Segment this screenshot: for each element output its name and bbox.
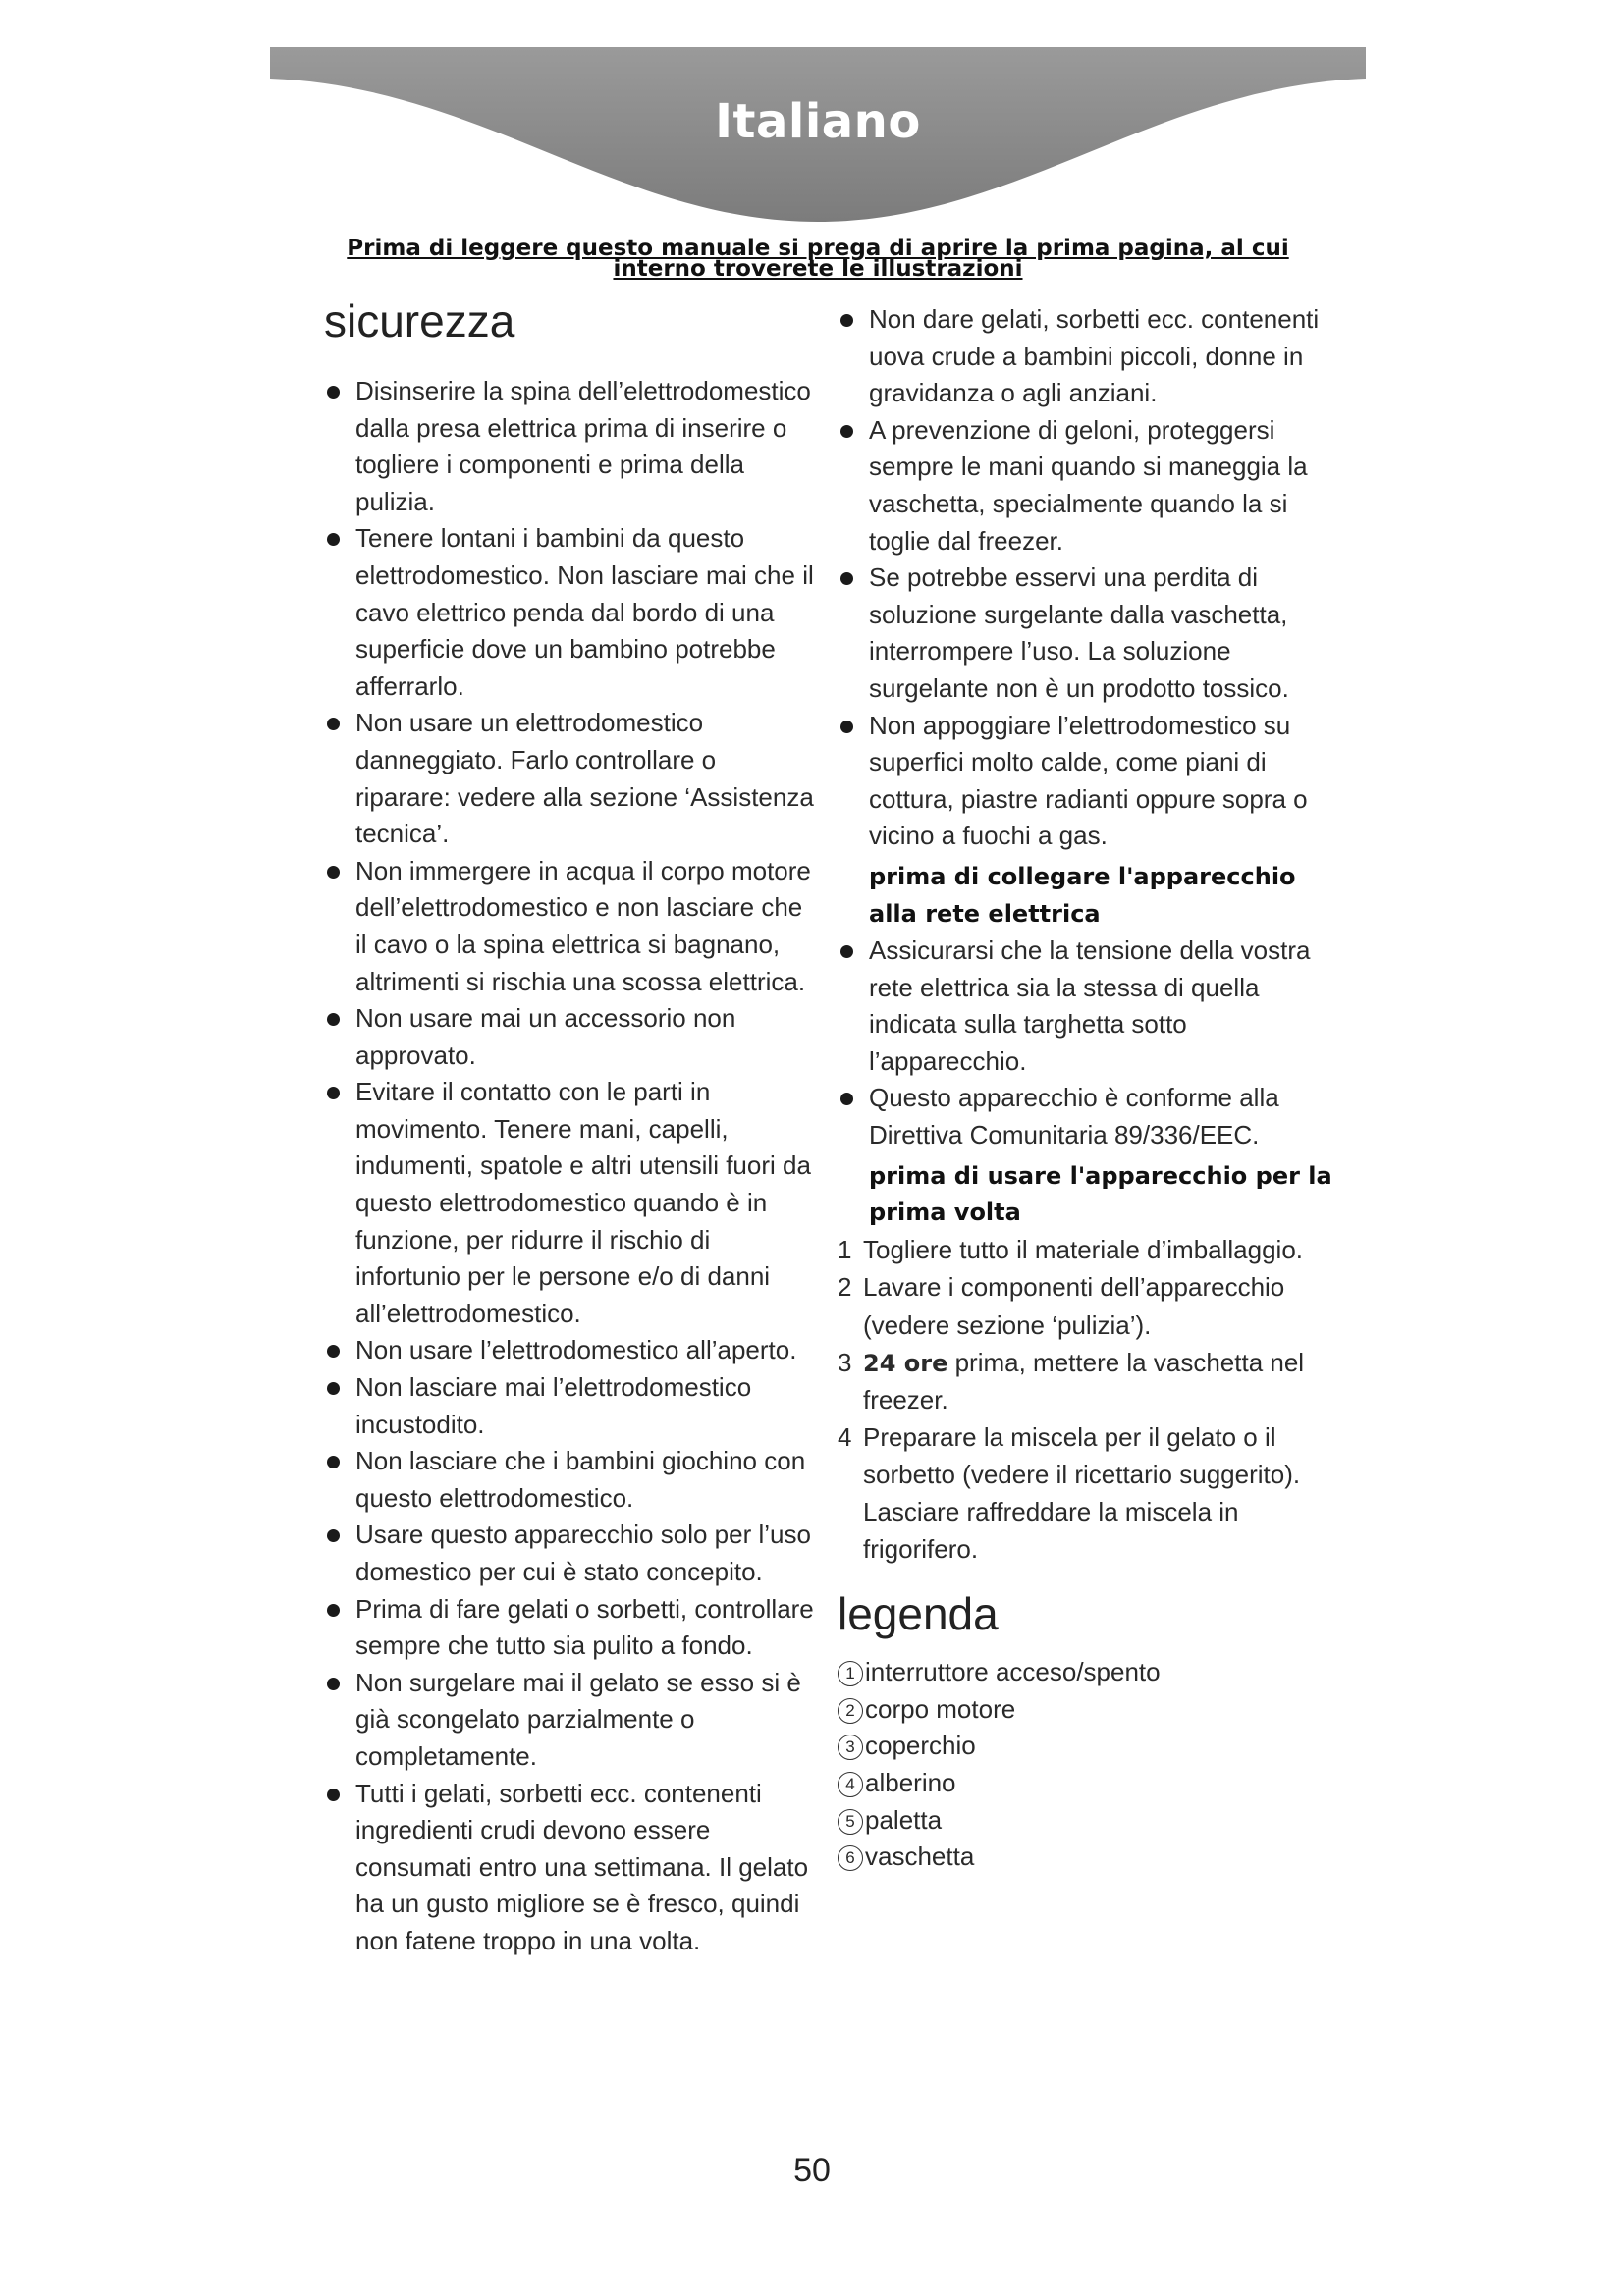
list-item: Non surgelare mai il gelato se esso si è già scongelato parzialmente o completamente.	[324, 1665, 815, 1776]
intro-note: Prima di leggere questo manuale si prega di aprire la prima pagina, al cui interno troverete le illustrazioni	[347, 236, 1289, 282]
first-use-steps	[838, 1232, 1338, 1568]
list-item: Evitare il contatto con le parti in movimento. Tenere mani, capelli, indumenti, spatole e altri utensili fuori da questo elettrodomestico quando è in funzione, per ridurre il rischio di infortunio per le persone e/o di danni all’elettrodomestico.	[324, 1074, 815, 1332]
section-heading-legenda: legenda	[838, 1588, 999, 1640]
list-item: Non lasciare che i bambini giochino con questo elettrodomestico.	[324, 1443, 815, 1517]
number-badge: 4	[838, 1772, 863, 1797]
legend-item: 5 paletta	[838, 1802, 1338, 1840]
subheading-prima-volta: prima di usare l'apparecchio per la prima volta	[869, 1161, 1332, 1227]
safety-list	[324, 373, 815, 1960]
list-item: A prevenzione di geloni, proteggersi sempre le mani quando si maneggia la vaschetta, specialmente quando la si toglie dal freezer.	[838, 412, 1338, 560]
legend-item: 1 interruttore acceso/spento	[838, 1654, 1338, 1691]
number-badge: 5	[838, 1809, 863, 1835]
left-column	[324, 294, 815, 1960]
legend-item: 3 coperchio	[838, 1728, 1338, 1765]
list-item: Non lasciare mai l’elettrodomestico incustodito.	[324, 1369, 815, 1443]
list-item: Usare questo apparecchio solo per l’uso domestico per cui è stato concepito.	[324, 1517, 815, 1590]
step-item: 1 Togliere tutto il materiale d’imballaggio.	[838, 1234, 1304, 1264]
legend-item: 6 vaschetta	[838, 1839, 1338, 1876]
step-item: 2 Lavare i componenti dell’apparecchio (vedere sezione ‘pulizia’).	[838, 1272, 1285, 1341]
right-column	[838, 301, 1338, 1876]
list-item: Prima di fare gelati o sorbetti, controllare sempre che tutto sia pulito a fondo.	[324, 1591, 815, 1665]
list-item: Se potrebbe esservi una perdita di soluzione surgelante dalla vaschetta, interrompere l’uso. La soluzione surgelante non è un prodotto tossico.	[838, 560, 1338, 707]
safety-list-continued	[838, 301, 1338, 855]
list-item: Assicurarsi che la tensione della vostra rete elettrica sia la stessa di quella indicata sulla targhetta sotto l’apparecchio.	[838, 933, 1338, 1080]
number-badge: 3	[838, 1735, 863, 1760]
step-item: 4 Preparare la miscela per il gelato o il sorbetto (vedere il ricettario suggerito). Lasciare raffreddare la miscela in frigorifero.	[838, 1421, 1301, 1564]
legend-list	[838, 1654, 1338, 1876]
number-badge: 2	[838, 1698, 863, 1724]
list-item: Tenere lontani i bambini da questo elettrodomestico. Non lasciare mai che il cavo elettrico penda dal bordo di una superficie dove un bambino potrebbe afferrarlo.	[324, 520, 815, 705]
list-item: Non usare l’elettrodomestico all’aperto.	[324, 1332, 815, 1369]
subheading-collegare: prima di collegare l'apparecchio alla rete elettrica	[869, 862, 1296, 928]
section-heading-sicurezza: sicurezza	[324, 295, 515, 347]
connection-list	[838, 933, 1338, 1154]
legend-item: 4 alberino	[838, 1765, 1338, 1802]
page-number: 50	[793, 2152, 831, 2189]
list-item: Tutti i gelati, sorbetti ecc. contenenti ingredienti crudi devono essere consumati entro una settimana. Il gelato ha un gusto migliore se è fresco, quindi non fatene troppo in una volta.	[324, 1776, 815, 1960]
list-item: Non usare mai un accessorio non approvato.	[324, 1000, 815, 1074]
list-item: Disinserire la spina dell’elettrodomestico dalla presa elettrica prima di inserire o togliere i componenti e prima della pulizia.	[324, 373, 815, 520]
step-item: 3 24 ore prima, mettere la vaschetta nel freezer.	[838, 1347, 1305, 1415]
list-item: Non appoggiare l’elettrodomestico su superfici molto calde, come piani di cottura, piastre radianti oppure sopra o vicino a fuochi a gas.	[838, 708, 1338, 855]
page-title: Italiano	[715, 94, 921, 149]
list-item: Questo apparecchio è conforme alla Direttiva Comunitaria 89/336/EEC.	[838, 1080, 1338, 1153]
number-badge: 6	[838, 1845, 863, 1871]
number-badge: 1	[838, 1661, 863, 1686]
list-item: Non dare gelati, sorbetti ecc. contenenti uova crude a bambini piccoli, donne in gravidanza o agli anziani.	[838, 301, 1338, 412]
list-item: Non usare un elettrodomestico danneggiato. Farlo controllare o riparare: vedere alla sezione ‘Assistenza tecnica’.	[324, 705, 815, 852]
list-item: Non immergere in acqua il corpo motore dell’elettrodomestico e non lasciare che il cavo o la spina elettrica si bagnano, altrimenti si rischia una scossa elettrica.	[324, 853, 815, 1000]
legend-item: 2 corpo motore	[838, 1691, 1338, 1729]
